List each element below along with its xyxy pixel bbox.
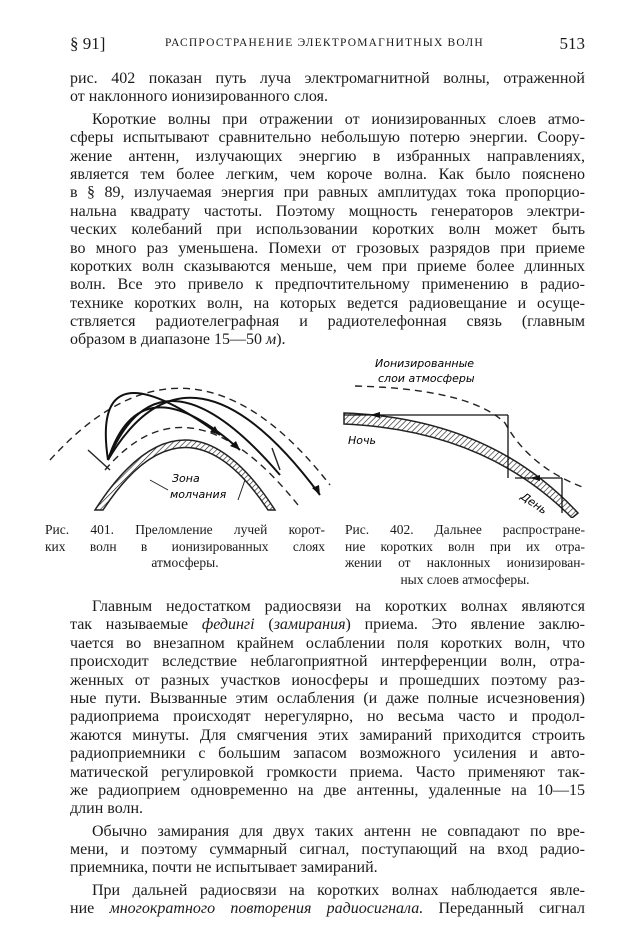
text-line: матической регулировкой громкости приема. Часто применяют так-	[70, 763, 585, 781]
text-line: При дальней радиосвязи на коротких волнах наблюдается явле-	[92, 881, 585, 899]
text-line: ные пути. Вызванные этим ослабления (и даже полные исчезновения)	[70, 689, 585, 707]
figure-402-caption	[345, 522, 585, 588]
zone-label-line1: Зона	[172, 472, 200, 485]
text-line: Главным недостатком радиосвязи на коротких волнах являются	[92, 598, 585, 615]
text-line: сферы испытывают сравнительно небольшую потерю энергии. Соору-	[70, 129, 585, 147]
text-run: образом в диапазоне 15—50	[70, 331, 266, 349]
text-line: нальна квадрату частоты. Поэтому мощность генераторов электри-	[70, 202, 585, 220]
text-line: рис. 402 показан путь луча электромагнитной волны, отраженной	[70, 70, 585, 87]
text-line: Обычно замирания для двух таких антенн не совпадают по вре-	[92, 822, 585, 840]
paragraph	[70, 823, 585, 878]
body-text-top	[70, 70, 585, 350]
text-run: (	[254, 616, 274, 634]
zone-label-line2: молчания	[170, 488, 227, 501]
text-line: женных от разных участков ионосферы и прошедших поэтому раз-	[70, 671, 585, 689]
caption-line: ких волн в ионизированных слоях	[45, 538, 325, 554]
caption-line: Рис. 402. Дальнее распростране-	[345, 522, 585, 537]
text-run: Переданный сигнал	[423, 900, 585, 918]
text-line: в § 89, излучаемая энергия при равных амплитудах тока пропорцио-	[70, 184, 585, 202]
running-header	[70, 34, 585, 56]
figure-401	[40, 360, 340, 520]
text-line: является тем более легким, чем короче волна. Как было пояснено	[70, 165, 585, 183]
text-line: радиоприемники с большим запасом возможного усиления и авто-	[70, 745, 585, 763]
text-line: ческих колебаний при использовании коротких волн может быть	[70, 221, 585, 239]
text-line: от наклонного ионизированного слоя.	[70, 88, 328, 106]
text-line: ствляется радиотелеграфная и радиотелефонная связь (главным	[70, 313, 585, 331]
night-label: Ночь	[348, 434, 376, 447]
running-title: РАСПРОСТРАНЕНИЕ ЭЛЕКТРОМАГНИТНЫХ ВОЛН	[165, 37, 484, 49]
text-run: так называемые	[70, 616, 202, 634]
text-line: радиоприема происходят нерегулярно, но весьма часто и продол-	[70, 708, 585, 726]
text-line: жаются минуты. Для смягчения этих замираний приходится строить	[70, 726, 585, 744]
layers-label-line1: Ионизированные	[375, 357, 475, 370]
text-line: Короткие волны при отражении от ионизированных слоев атмо-	[92, 110, 585, 128]
text-line: чается во внезапном крайнем ослаблении поля коротких волн, что	[70, 634, 585, 652]
text-run: ).	[276, 331, 286, 349]
day-label: День	[518, 489, 550, 518]
paragraph	[70, 598, 585, 819]
figure-402	[340, 356, 590, 518]
caption-line: атмосферы.	[151, 555, 219, 570]
paragraph	[70, 70, 585, 107]
text-line: длин волн.	[70, 800, 144, 818]
caption-line: Рис. 401. Преломление лучей корот-	[45, 522, 325, 537]
text-line: во много раз уменьшена. Помехи от грозовых разрядов при приеме	[70, 239, 585, 257]
text-line: коротких волн сказываются меньше, чем при приеме более длинных	[70, 257, 585, 275]
paragraph	[70, 111, 585, 350]
text-line: жение антенн, излучающих энергию в избранных направлениях,	[70, 147, 585, 165]
caption-line: жении от наклонных ионизирован-	[345, 555, 585, 570]
paragraph	[70, 882, 585, 919]
text-line: технике коротких волн, на которых ведется радиовещание и осуще-	[70, 294, 585, 312]
figure-401-caption	[45, 522, 325, 572]
ionized-layer	[355, 386, 585, 488]
section-number: § 91]	[70, 34, 106, 53]
caption-line: ных слоев атмосферы.	[400, 571, 530, 587]
caption-line: ние коротких волн при их отра-	[345, 538, 585, 554]
text-line: происходит вследствие неблагоприятной интерференции волн, отра-	[70, 653, 585, 671]
italic-text: м	[266, 331, 277, 349]
italic-text: замирания	[273, 616, 346, 634]
text-line	[70, 900, 585, 918]
italic-text: многократного повторения радиосигнала.	[109, 900, 424, 918]
italic-text: федингі	[201, 616, 255, 634]
text-line: же радиоприем одновременно на две антенны, удаленные на 10—15	[70, 781, 585, 799]
layers-label-line2: слои атмосферы	[378, 372, 475, 385]
text-line: приемника, почти не испытывает замираний.	[70, 859, 378, 877]
body-text-bottom	[70, 598, 585, 919]
page-number: 513	[559, 34, 585, 53]
text-run: ние	[70, 900, 110, 918]
text-line	[70, 331, 585, 349]
text-line: мени, и поэтому суммарный сигнал, поступающий на вход радио-	[70, 841, 585, 859]
text-run: ) приема. Это явление заклю-	[345, 616, 585, 634]
text-line: волн. Все это привело к предпочтительному применению в радио-	[70, 276, 585, 294]
ray-paths	[106, 393, 320, 495]
text-line	[70, 616, 585, 634]
